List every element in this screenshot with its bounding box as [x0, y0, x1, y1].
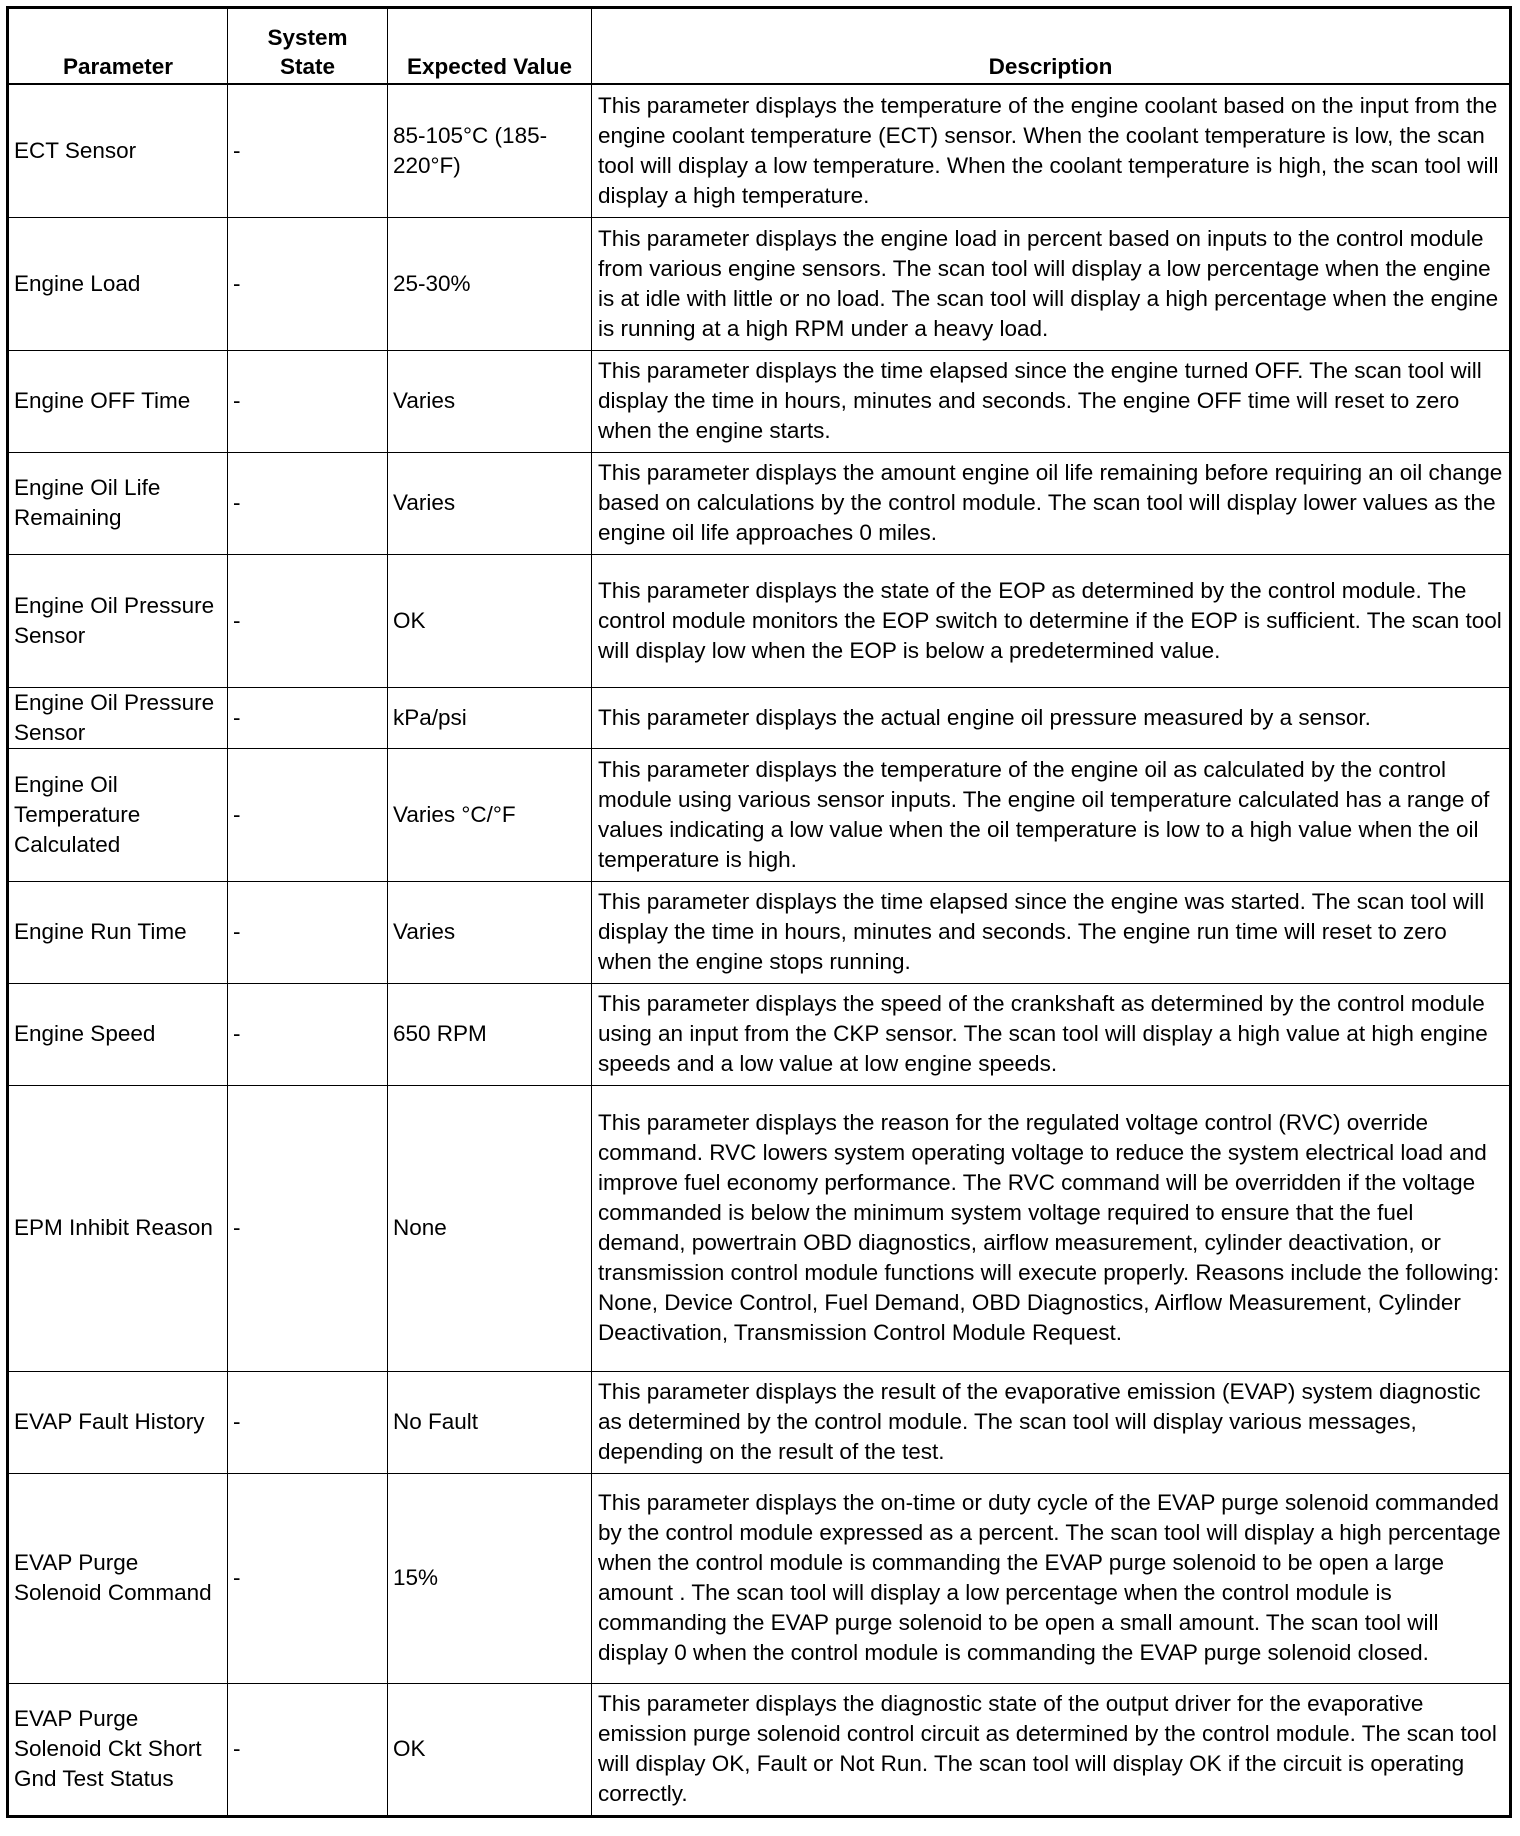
cell-system-state: -	[228, 217, 388, 350]
header-system-state	[228, 8, 388, 85]
cell-expected-value: Varies °C/°F	[388, 748, 592, 881]
table-row	[8, 84, 1511, 217]
cell-expected-value: 85-105°C (185-220°F)	[388, 84, 592, 217]
cell-parameter: EPM Inhibit Reason	[8, 1085, 228, 1371]
cell-description: This parameter displays the actual engine oil pressure measured by a sensor.	[592, 687, 1511, 748]
cell-expected-value: OK	[388, 1683, 592, 1816]
cell-parameter: Engine Oil Pressure Sensor	[8, 687, 228, 748]
table-row	[8, 350, 1511, 452]
cell-parameter: Engine Load	[8, 217, 228, 350]
cell-description: This parameter displays the speed of the crankshaft as determined by the control module using an input from the CKP sensor. The scan tool will display a high value at high engine speeds and a low value at low engine speeds.	[592, 983, 1511, 1085]
cell-expected-value: Varies	[388, 881, 592, 983]
table-row	[8, 748, 1511, 881]
cell-description: This parameter displays the on-time or duty cycle of the EVAP purge solenoid commanded by the control module expressed as a percent. The scan tool will display a high percentage when the control module is commanding the EVAP purge solenoid to be open a large amount . The scan tool will display a low percentage when the control module is commanding the EVAP purge solenoid to be open a small amount. The scan tool will display 0 when the control module is commanding the EVAP purge solenoid closed.	[592, 1473, 1511, 1683]
table-row	[8, 452, 1511, 554]
cell-expected-value: Varies	[388, 452, 592, 554]
parameter-table	[6, 6, 1512, 1818]
table-row	[8, 1371, 1511, 1473]
cell-parameter: Engine Oil Life Remaining	[8, 452, 228, 554]
cell-description: This parameter displays the engine load in percent based on inputs to the control module from various engine sensors. The scan tool will display a low percentage when the engine is at idle with little or no load. The scan tool will display a high percentage when the engine is running at a high RPM under a heavy load.	[592, 217, 1511, 350]
cell-system-state: -	[228, 881, 388, 983]
cell-system-state: -	[228, 1371, 388, 1473]
cell-parameter: EVAP Fault History	[8, 1371, 228, 1473]
cell-expected-value: 25-30%	[388, 217, 592, 350]
table-row	[8, 1683, 1511, 1816]
table-row	[8, 687, 1511, 748]
table-row	[8, 881, 1511, 983]
cell-parameter: Engine Speed	[8, 983, 228, 1085]
table-row	[8, 217, 1511, 350]
cell-system-state: -	[228, 452, 388, 554]
cell-expected-value: 650 RPM	[388, 983, 592, 1085]
header-system-state-label: System State	[267, 25, 348, 79]
cell-description: This parameter displays the diagnostic state of the output driver for the evaporative emission purge solenoid control circuit as determined by the control module. The scan tool will display OK, Fault or Not Run. The scan tool will display OK if the circuit is operating correctly.	[592, 1683, 1511, 1816]
cell-expected-value: None	[388, 1085, 592, 1371]
cell-system-state: -	[228, 1473, 388, 1683]
cell-description: This parameter displays the reason for the regulated voltage control (RVC) override command. RVC lowers system operating voltage to reduce the system electrical load and improve fuel economy performance. The RVC command will be overridden if the voltage commanded is below the minimum system voltage required to ensure that the fuel demand, powertrain OBD diagnostics, airflow measurement, cylinder deactivation, or transmission control module functions will execute properly. Reasons include the following: None, Device Control, Fuel Demand, OBD Diagnostics, Airflow Measurement, Cylinder Deactivation, Transmission Control Module Request.	[592, 1085, 1511, 1371]
header-description: Description	[592, 8, 1511, 85]
table-row	[8, 983, 1511, 1085]
header-parameter: Parameter	[8, 8, 228, 85]
cell-description: This parameter displays the time elapsed since the engine was started. The scan tool will display the time in hours, minutes and seconds. The engine run time will reset to zero when the engine stops running.	[592, 881, 1511, 983]
cell-description: This parameter displays the result of the evaporative emission (EVAP) system diagnostic as determined by the control module. The scan tool will display various messages, depending on the result of the test.	[592, 1371, 1511, 1473]
cell-parameter: ECT Sensor	[8, 84, 228, 217]
cell-expected-value: 15%	[388, 1473, 592, 1683]
cell-system-state: -	[228, 350, 388, 452]
table-row	[8, 554, 1511, 687]
cell-system-state: -	[228, 983, 388, 1085]
cell-description: This parameter displays the time elapsed since the engine turned OFF. The scan tool will display the time in hours, minutes and seconds. The engine OFF time will reset to zero when the engine starts.	[592, 350, 1511, 452]
cell-parameter: Engine OFF Time	[8, 350, 228, 452]
cell-parameter: Engine Oil Pressure Sensor	[8, 554, 228, 687]
cell-parameter: EVAP Purge Solenoid Ckt Short Gnd Test Status	[8, 1683, 228, 1816]
cell-expected-value: kPa/psi	[388, 687, 592, 748]
cell-system-state: -	[228, 1683, 388, 1816]
cell-expected-value: Varies	[388, 350, 592, 452]
cell-description: This parameter displays the amount engine oil life remaining before requiring an oil change based on calculations by the control module. The scan tool will display lower values as the engine oil life approaches 0 miles.	[592, 452, 1511, 554]
cell-description: This parameter displays the temperature of the engine oil as calculated by the control module using various sensor inputs. The engine oil temperature calculated has a range of values indicating a low value when the oil temperature is low to a high value when the oil temperature is high.	[592, 748, 1511, 881]
cell-expected-value: OK	[388, 554, 592, 687]
cell-system-state: -	[228, 84, 388, 217]
table-row	[8, 1473, 1511, 1683]
table-header-row	[8, 8, 1511, 85]
cell-system-state: -	[228, 748, 388, 881]
cell-system-state: -	[228, 687, 388, 748]
cell-expected-value: No Fault	[388, 1371, 592, 1473]
header-expected-value: Expected Value	[388, 8, 592, 85]
cell-parameter: Engine Run Time	[8, 881, 228, 983]
cell-description: This parameter displays the state of the EOP as determined by the control module. The control module monitors the EOP switch to determine if the EOP is sufficient. The scan tool will display low when the EOP is below a predetermined value.	[592, 554, 1511, 687]
cell-system-state: -	[228, 1085, 388, 1371]
cell-parameter: Engine Oil Temperature Calculated	[8, 748, 228, 881]
cell-system-state: -	[228, 554, 388, 687]
cell-parameter: EVAP Purge Solenoid Command	[8, 1473, 228, 1683]
cell-description: This parameter displays the temperature of the engine coolant based on the input from the engine coolant temperature (ECT) sensor. When the coolant temperature is low, the scan tool will display a low temperature. When the coolant temperature is high, the scan tool will display a high temperature.	[592, 84, 1511, 217]
table-row	[8, 1085, 1511, 1371]
